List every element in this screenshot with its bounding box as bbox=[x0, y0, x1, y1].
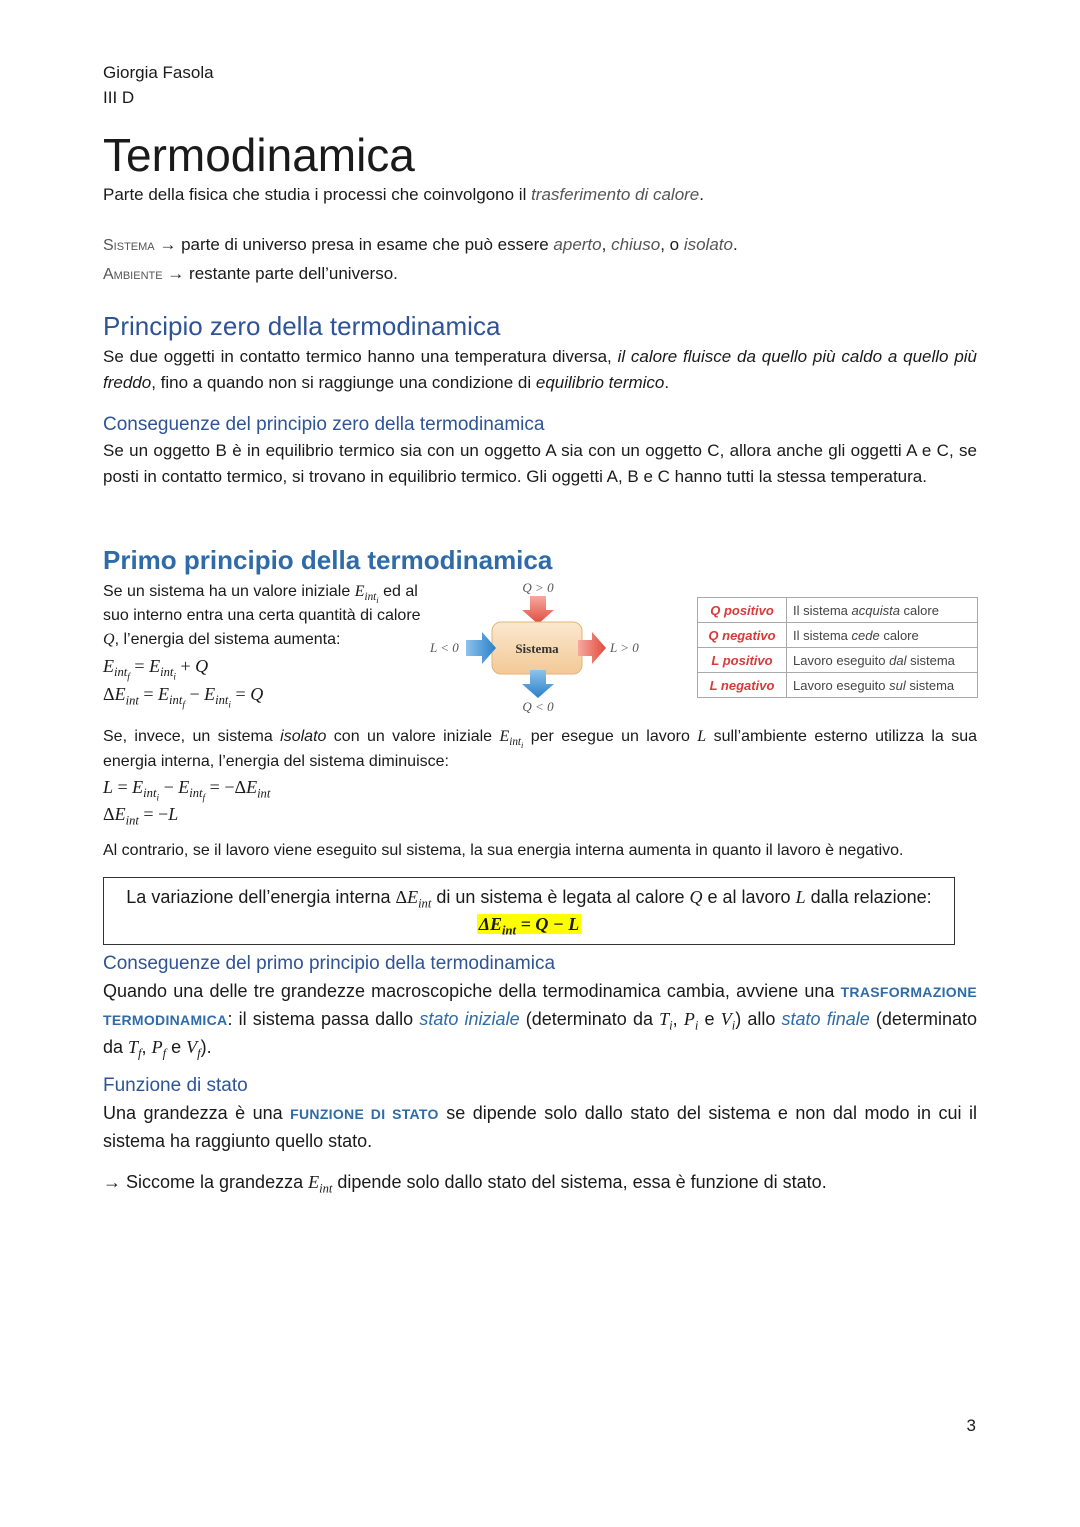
equation-delta-eint-work: $\Delta E_{int} = -L$ bbox=[103, 804, 179, 828]
first-law-statement: La variazione dell’energia interna $\Delta E_{int}$ di un sistema è legata al calore Q e al lavoro L dalla relazione: bbox=[126, 887, 932, 911]
principio-zero-section bbox=[103, 310, 977, 490]
equation-eint-final: $E_{int_f} = E_{int_i} + Q$ bbox=[103, 656, 209, 683]
table-row bbox=[698, 598, 978, 623]
table-description: Lavoro eseguito dal sistema bbox=[787, 648, 978, 673]
funzione-stato-heading: Funzione di stato bbox=[103, 1075, 248, 1096]
funzione-stato-text: Una grandezza è una FUNZIONE DI STATO se dipende solo dallo stato del sistema e non dal modo in cui il sistema ha raggiunto quello stato. bbox=[103, 1103, 977, 1151]
conseguenze-primo-section bbox=[103, 951, 977, 1061]
sistema-definition: Sistema → parte di universo presa in esame che può essere aperto, chiuso, o isolato. bbox=[103, 235, 738, 254]
table-description: Lavoro eseguito sul sistema bbox=[787, 673, 978, 698]
author-name: Giorgia Fasola bbox=[103, 63, 214, 82]
page-title: Termodinamica bbox=[103, 129, 415, 181]
intro-text: Parte della fisica che studia i processi che coinvolgono il trasferimento di calore. bbox=[103, 185, 704, 204]
q-positive-label: Q > 0 bbox=[522, 580, 554, 595]
isolated-system-text: Se, invece, un sistema isolato con un valore iniziale $E_{int_i}$ per esegue un lavoro L sull’ambiente esterno utilizza la sua energia interna, l’energia del sistema diminuisce: bbox=[103, 728, 978, 770]
table-label: Q negativo bbox=[698, 623, 787, 648]
sistema-box-label: Sistema bbox=[515, 641, 559, 656]
sign-convention-table bbox=[697, 597, 978, 698]
primo-intro bbox=[103, 580, 423, 711]
primo-principio-section bbox=[103, 544, 977, 576]
conseguenze-primo-text: Quando una delle tre grandezze macroscopiche della termodinamica cambia, avviene una TRASFORMAZIONE TERMODINAMICA: il sistema passa dallo stato iniziale (determinato da $T_i$, $P_i$ e $V_i$) allo stato finale (determinato da $T_f$, $P_f$ e $V_f$). bbox=[103, 981, 977, 1061]
equation-work: $L = E_{int_i} - E_{int_f} = -\Delta E_{int}$ bbox=[103, 777, 271, 804]
q-negative-label: Q < 0 bbox=[522, 699, 554, 714]
table-label: L negativo bbox=[698, 673, 787, 698]
heat-in-arrow-icon bbox=[522, 596, 554, 624]
primo-principio-heading: Primo principio della termodinamica bbox=[103, 545, 553, 575]
table-description: Il sistema acquista calore bbox=[787, 598, 978, 623]
isolated-system bbox=[103, 724, 977, 863]
table-label: L positivo bbox=[698, 648, 787, 673]
principio-zero-text: Se due oggetti in contatto termico hanno una temperatura diversa, il calore fluisce da quello più caldo a quello più freddo, fino a quando non si raggiunge una condizione di equilibrio termico. bbox=[103, 347, 978, 392]
table-row bbox=[698, 648, 978, 673]
table-row bbox=[698, 673, 978, 698]
funzione-stato-conclusion: → Siccome la grandezza $E_{int}$ dipende solo dallo stato del sistema, essa è funzione di stato. bbox=[103, 1172, 827, 1196]
table-description: Il sistema cede calore bbox=[787, 623, 978, 648]
first-law-formula: $\Delta E_{int} = Q - L$ bbox=[478, 914, 580, 938]
first-law-box bbox=[103, 877, 955, 945]
table-label: Q positivo bbox=[698, 598, 787, 623]
primo-intro-text: Se un sistema ha un valore iniziale $E_{int_i}$ ed al suo interno entra una certa quantità di calore Q, l’energia del sistema aumenta: bbox=[103, 583, 421, 648]
definitions bbox=[103, 232, 977, 288]
class-label: III D bbox=[103, 88, 135, 107]
funzione-stato-section bbox=[103, 1073, 977, 1196]
conseguenze-zero-text: Se un oggetto B è in equilibrio termico sia con un oggetto A sia con un oggetto C, allora anche gli oggetti A e C, se posti in contatto termico, si trovano in equilibrio termico. Gli oggetti A, B e C hanno tutti la stessa temperatura. bbox=[103, 441, 977, 486]
equation-delta-eint: $\Delta E_{int} = E_{int_f} - E_{int_i} = Q$ bbox=[103, 684, 264, 711]
page-content bbox=[103, 60, 977, 208]
principio-zero-heading: Principio zero della termodinamica bbox=[103, 311, 501, 341]
table-row bbox=[698, 623, 978, 648]
conseguenze-zero-heading: Conseguenze del principio zero della termodinamica bbox=[103, 414, 545, 435]
sistema-diagram bbox=[428, 578, 650, 716]
page-number: 3 bbox=[966, 1416, 976, 1435]
ambiente-definition: Ambiente → restante parte dell’universo. bbox=[103, 264, 398, 283]
conseguenze-primo-heading: Conseguenze del primo principio della termodinamica bbox=[103, 953, 556, 974]
l-negative-label: L < 0 bbox=[430, 640, 459, 655]
contrary-text: Al contrario, se il lavoro viene eseguito sul sistema, la sua energia interna aumenta in quanto il lavoro è negativo. bbox=[103, 842, 904, 859]
l-positive-label: L > 0 bbox=[610, 640, 639, 655]
